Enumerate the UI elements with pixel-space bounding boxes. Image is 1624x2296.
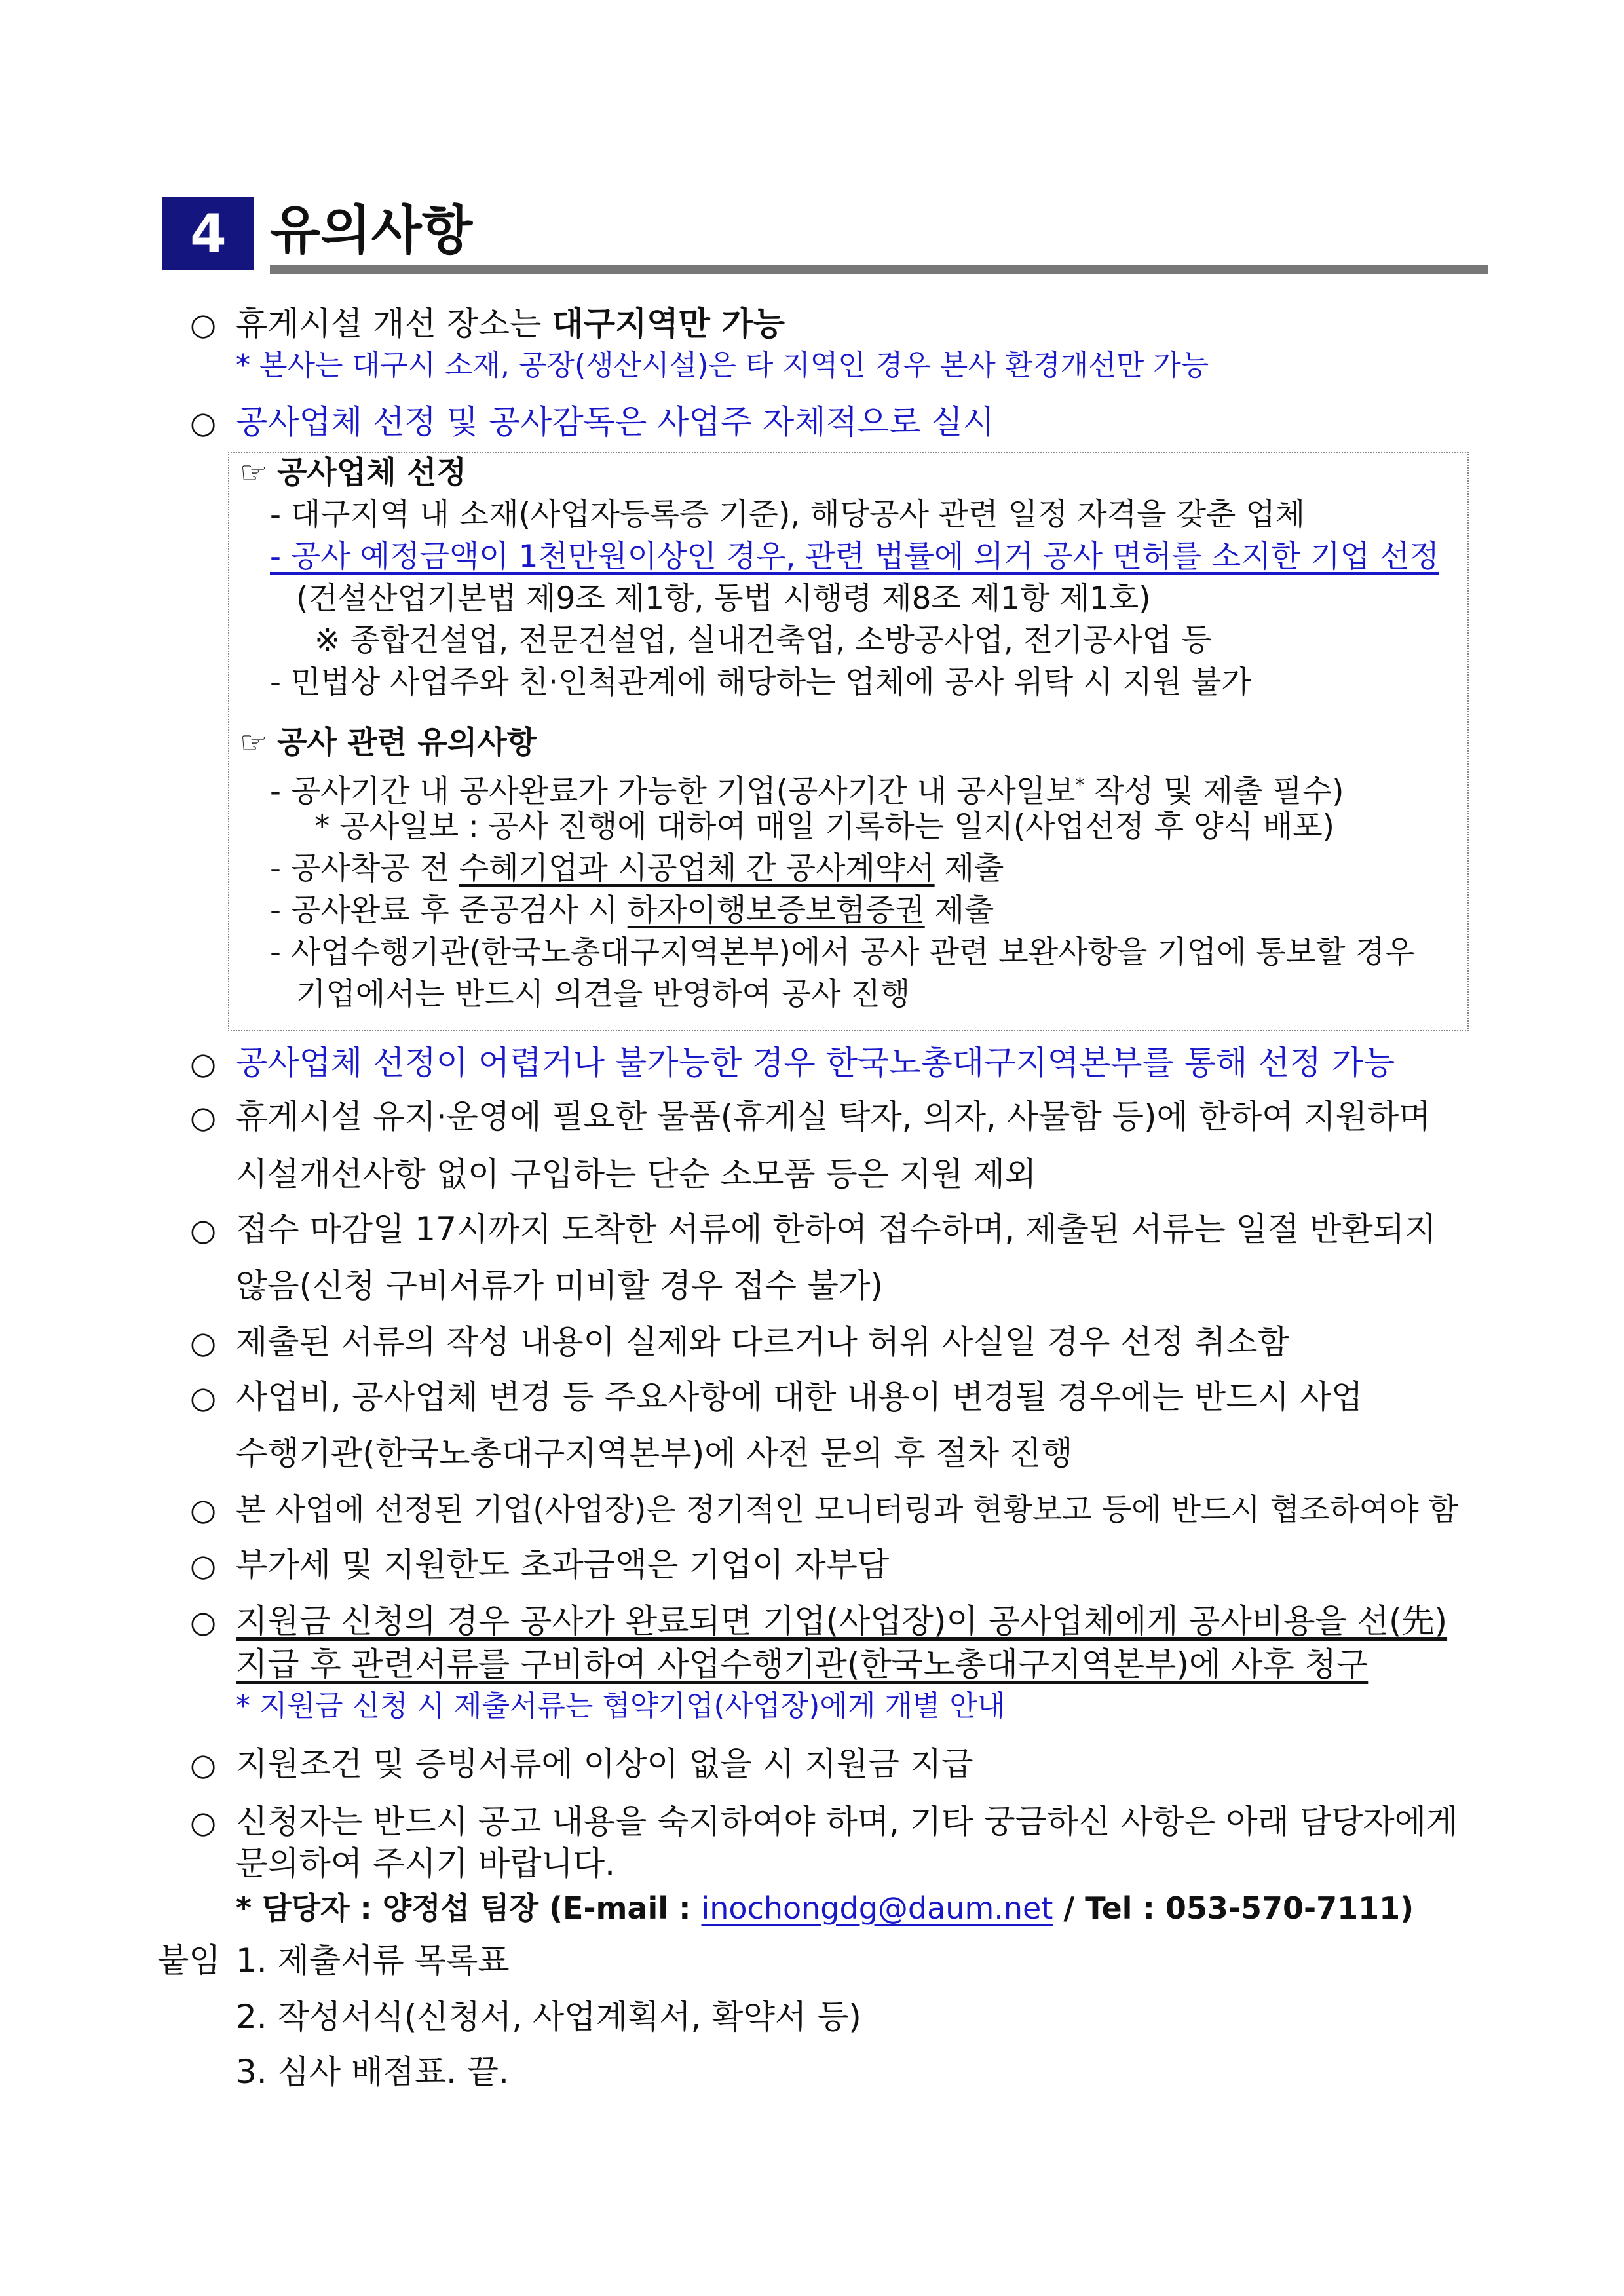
notice-item-deadline: ○ 접수 마감일 17시까지 도착한 서류에 한하여 접수하며, 제출된 서류는 일절 반환되지 — [190, 1208, 1436, 1251]
notice-item-claim-cont: 지급 후 관련서류를 구비하여 사업수행기관(한국노총대구지역본부)에 사후 청구 — [236, 1645, 1369, 1683]
notice-item-vat: ○ 부가세 및 지원한도 초과금액은 기업이 자부담 — [190, 1544, 889, 1586]
pointing-hand-icon: ☞ — [240, 725, 268, 761]
box-line: - 대구지역 내 소재(사업자등록증 기준), 해당공사 관련 일정 자격을 갖춘 업체 — [270, 497, 1306, 533]
attachments-label: 붙임 — [157, 1942, 221, 1980]
circle-bullet-icon: ○ — [190, 1212, 217, 1248]
circle-bullet-icon: ○ — [190, 307, 217, 342]
notice-item-inquiry: ○ 신청자는 반드시 공고 내용을 숙지하여야 하며, 기타 궁금하신 사항은 아래 담당자에게 — [190, 1801, 1458, 1843]
circle-bullet-icon: ○ — [190, 1100, 217, 1135]
box-line: ※ 종합건설업, 전문건설업, 실내건축업, 소방공사업, 전기공사업 등 — [314, 622, 1212, 659]
notice-item-inquiry-cont: 문의하여 주시기 바랍니다. — [236, 1845, 615, 1883]
box-line: - 공사완료 후 준공검사 시 하자이행보증보험증권 제출 — [270, 892, 994, 928]
note-location: * 본사는 대구시 소재, 공장(생산시설)은 타 지역인 경우 본사 환경개선만 가능 — [236, 349, 1209, 382]
note-claim: * 지원금 신청 시 제출서류는 협약기업(사업장)에게 개별 안내 — [236, 1689, 1006, 1723]
box-line: 기업에서는 반드시 의견을 반영하여 공사 진행 — [296, 976, 911, 1012]
box-line: - 사업수행기관(한국노총대구지역본부)에서 공사 관련 보완사항을 기업에 통보할 경우 — [270, 934, 1415, 970]
box-line: - 민법상 사업주와 친·인척관계에 해당하는 업체에 공사 위탁 시 지원 불가 — [270, 664, 1251, 700]
box-line: (건설산업기본법 제9조 제1항, 동법 시행령 제8조 제1항 제1호) — [296, 581, 1151, 617]
notice-item-monitoring: ○ 본 사업에 선정된 기업(사업장)은 정기적인 모니터링과 현황보고 등에 반드시 협조하여야 함 — [190, 1489, 1458, 1531]
notice-item-claim: ○ 지원금 신청의 경우 공사가 완료되면 기업(사업장)이 공사업체에게 공사비용을 선(先) — [190, 1600, 1447, 1643]
circle-bullet-icon: ○ — [190, 405, 217, 440]
section-title: 유의사항 — [270, 200, 473, 261]
circle-bullet-icon: ○ — [190, 1805, 217, 1840]
box-heading-contractor-selection: ☞ 공사업체 선정 — [240, 455, 466, 491]
circle-bullet-icon: ○ — [190, 1747, 217, 1782]
circle-bullet-icon: ○ — [190, 1046, 217, 1081]
box-line-license: - 공사 예정금액이 1천만원이상인 경우, 관련 법률에 의거 공사 면허를 소지한 기업 선정 — [270, 539, 1439, 575]
notice-item-deadline-cont: 않음(신청 구비서류가 미비할 경우 접수 불가) — [236, 1267, 883, 1305]
section-rule — [270, 265, 1488, 274]
circle-bullet-icon: ○ — [190, 1325, 217, 1360]
box-line: - 공사착공 전 수혜기업과 시공업체 간 공사계약서 제출 — [270, 851, 1004, 887]
notice-item-selection-help: ○ 공사업체 선정이 어렵거나 불가능한 경우 한국노총대구지역본부를 통해 선정 가능 — [190, 1042, 1395, 1084]
circle-bullet-icon: ○ — [190, 1492, 217, 1527]
circle-bullet-icon: ○ — [190, 1604, 217, 1639]
attachment-item: 1. 제출서류 목록표 — [236, 1942, 510, 1980]
box-line: - 공사기간 내 공사완료가 가능한 기업(공사기간 내 공사일보* 작성 및 제출 필수) — [270, 773, 1344, 810]
circle-bullet-icon: ○ — [190, 1380, 217, 1415]
attachment-item: 2. 작성서식(신청서, 사업계획서, 확약서 등) — [236, 1998, 861, 2036]
notice-item-supplies-cont: 시설개선사항 없이 구입하는 단순 소모품 등은 지원 제외 — [236, 1155, 1037, 1193]
attachment-item: 3. 심사 배점표. 끝. — [236, 2053, 509, 2091]
box-line: * 공사일보 : 공사 진행에 대하여 매일 기록하는 일지(사업선정 후 양식 배포) — [314, 809, 1335, 845]
pointing-hand-icon: ☞ — [240, 455, 268, 491]
notice-item-supplies: ○ 휴게시설 유지·운영에 필요한 물품(휴게실 탁자, 의자, 사물함 등)에 한하여 지원하며 — [190, 1096, 1431, 1138]
notice-item-contractor: ○ 공사업체 선정 및 공사감독은 사업주 자체적으로 실시 — [190, 401, 994, 444]
contact-line: * 담당자 : 양정섭 팀장 (E-mail : inochongdg@daum.net / Tel : 053-570-7111) — [236, 1890, 1414, 1926]
contact-email-link[interactable]: inochongdg@daum.net — [701, 1890, 1053, 1926]
section-number: 4 — [162, 197, 254, 270]
circle-bullet-icon: ○ — [190, 1548, 217, 1583]
notice-item-changes: ○ 사업비, 공사업체 변경 등 주요사항에 대한 내용이 변경될 경우에는 반드시 사업 — [190, 1376, 1363, 1419]
notice-item-changes-cont: 수행기관(한국노총대구지역본부)에 사전 문의 후 절차 진행 — [236, 1434, 1073, 1472]
notice-item-location: ○ 휴게시설 개선 장소는 대구지역만 가능 — [190, 303, 785, 345]
box-heading-construction-notes: ☞ 공사 관련 유의사항 — [240, 725, 537, 761]
notice-item-false-docs: ○ 제출된 서류의 작성 내용이 실제와 다르거나 허위 사실일 경우 선정 취소함 — [190, 1321, 1289, 1364]
notice-item-payment: ○ 지원조건 및 증빙서류에 이상이 없을 시 지원금 지급 — [190, 1743, 973, 1786]
